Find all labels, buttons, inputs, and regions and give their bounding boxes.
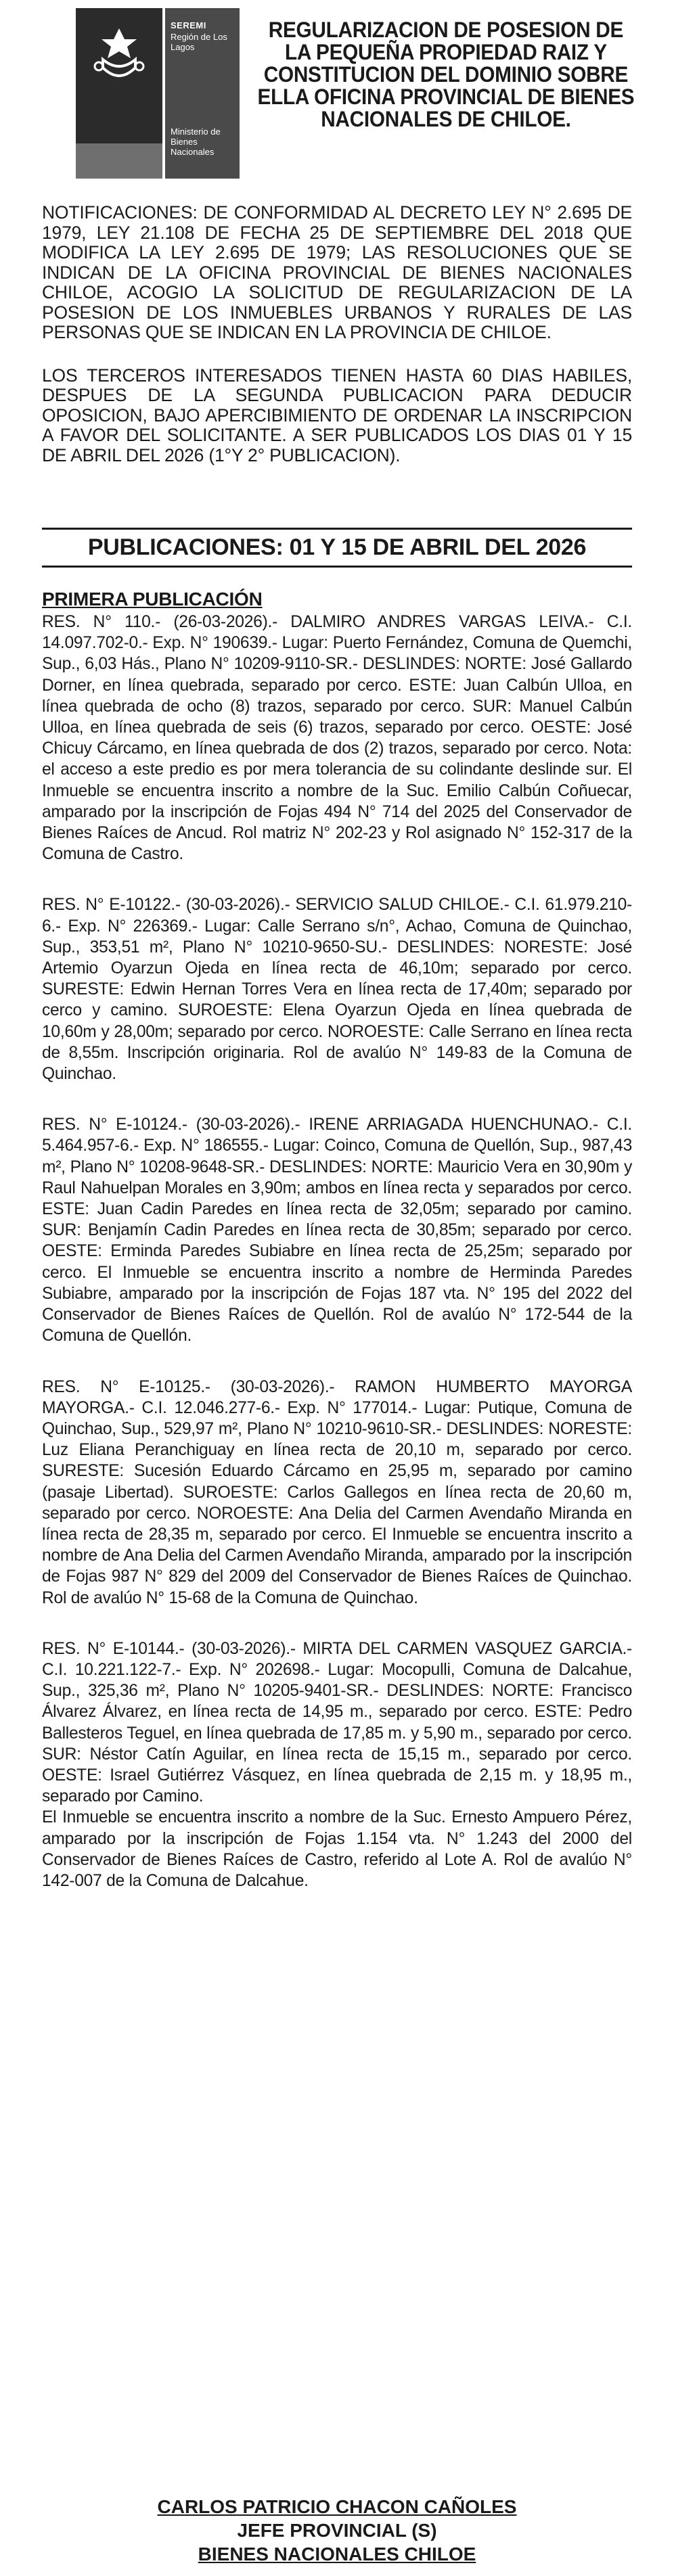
logo-blue-band (76, 8, 162, 143)
resolution-entry (42, 1377, 632, 1609)
divider-bottom (42, 566, 632, 568)
resolution-text-extra: El Inmueble se encuentra inscrito a nombre de la Suc. Ernesto Ampuero Pérez, amparado por la inscripción de Fojas 1.154 vta. N° 1.243 del 2000 del Conservador de Bienes Raíces de Castro, referido al Lote A. Rol de avalúo N° 142-007 de la Comuna de Dalcahue. (42, 1808, 632, 1890)
publications-content (42, 589, 632, 1921)
logo-text-column (165, 8, 240, 179)
logo-red-band (76, 143, 162, 179)
intro-notice (42, 203, 632, 488)
logo-ministry-dept: Ministerio de Bienes Nacionales (171, 127, 221, 157)
resolution-entry (42, 1114, 632, 1346)
signer-name: CARLOS PATRICIO CHACON CAÑOLES (157, 2496, 517, 2517)
intro-paragraph-1: NOTIFICACIONES: DE CONFORMIDAD AL DECRETO LEY N° 2.695 DE 1979, LEY 21.108 DE FECHA 25 DE SEPTIEMBRE DEL 2018 QUE MODIFICA LA LEY 2.695 DE 1979; LAS RESOLUCIONES QUE SE INDICAN DE LA OFICINA PROVINCIAL DE BIENES NACIONALES CHILOE, ACOGIO LA SOLICITUD DE REGULARIZACION DE LA POSESION DE LOS INMUEBLES URBANOS Y RURALES DE LAS PERSONAS QUE SE INDICAN EN LA PROVINCIA DE CHILOE. (42, 202, 632, 342)
divider-top (42, 528, 632, 530)
resolution-entry (42, 612, 632, 865)
section-title: PRIMERA PUBLICACIÓN (42, 589, 263, 610)
resolution-text: RES. N° E-10125.- (30-03-2026).- RAMON HUMBERTO MAYORGA MAYORGA.- C.I. 12.046.277-6.- Exp. N° 177014.- Lugar: Putique, Comuna de Quinchao, Sup., 529,97 m², Plano N° 10210-9610-SR.- DESLINDES: NORESTE: Luz Eliana Peranchiguay en línea recta de 20,10 m, separado por cerco. SURESTE: Sucesión Eduardo Cárcamo en 25,95 m, separado por camino (pasaje Libertad). SUROESTE: Carlos Gallegos en línea recta de 20,60 m, separado por cerco. NOROESTE: Ana Delia del Carmen Avendaño Miranda en línea recta de 28,35 m, separado por cerco. El Inmueble se encuentra inscrito a nombre de Ana Delia del Carmen Avendaño Miranda, amparado por la inscripción de Fojas 987 N° 829 del 2009 del Conservador de Bienes Raíces de Quinchao. Rol de avalúo N° 15-68 de la Comuna de Quinchao. (42, 1377, 632, 1607)
logo-ministry-region: Región de Los Lagos (171, 32, 227, 52)
resolution-entry (42, 1638, 632, 1891)
header (42, 0, 635, 203)
resolution-entry (42, 894, 632, 1084)
signer-office: BIENES NACIONALES CHILOE (198, 2544, 476, 2564)
logo-ministry-top: SEREMI (171, 20, 206, 30)
signature-block (42, 2495, 632, 2566)
signer-position: JEFE PROVINCIAL (S) (237, 2520, 437, 2541)
publications-heading: PUBLICACIONES: 01 Y 15 DE ABRIL DEL 2026 (87, 534, 587, 560)
coat-of-arms-icon (89, 26, 149, 87)
resolution-text: RES. N° E-10122.- (30-03-2026).- SERVICIO SALUD CHILOE.- C.I. 61.979.210-6.- Exp. N° 226369.- Lugar: Calle Serrano s/n°, Achao, Comuna de Quinchao, Sup., 353,51 m², Plano N° 10210-9650-SU.- DESLINDES: NORESTE: José Artemio Oyarzun Ojeda en línea recta de 46,10m; separado por cerco. SURESTE: Edwin Hernan Torres Vera en línea recta de 17,40m; separado por cerco y camino. SUROESTE: Elena Oyarzun Ojeda en línea quebrada de 10,60m y 28,00m; separado por cerco. NOROESTE: Calle Serrano en línea recta de 8,55m. Inscripción originaria. Rol de avalúo N° 149-83 de la Comuna de Quinchao. (42, 896, 632, 1084)
intro-paragraph-2: LOS TERCEROS INTERESADOS TIENEN HASTA 60 DIAS HABILES, DESPUES DE LA SEGUNDA PUBLICACION PARA DEDUCIR OPOSICION, BAJO APERCIBIMIENTO DE ORDENAR LA INSCRIPCION A FAVOR DEL SOLICITANTE. A SER PUBLICADOS LOS DIAS 01 Y 15 DE ABRIL DEL 2026 (1°Y 2° PUBLICACION). (42, 365, 632, 465)
resolution-text: RES. N° E-10124.- (30-03-2026).- IRENE ARRIAGADA HUENCHUNAO.- C.I. 5.464.957-6.- Exp. N° 186555.- Lugar: Coinco, Comuna de Quellón, Sup., 987,43 m², Plano N° 10208-9648-SR.- DESLINDES: NORTE: Mauricio Vera en 30,90m y Raul Nahuelpan Morales en 3,90m; ambos en línea recta y separados por cerco. ESTE: Juan Cadin Paredes en línea recta de 32,05m; separado por camino. SUR: Benjamín Cadin Paredes en línea recta de 30,85m; separado por cerco. OESTE: Erminda Paredes Subiabre en línea recta de 25,25m; separado por cerco. El Inmueble se encuentra inscrito a nombre de Herminda Paredes Subiabre, amparado por la inscripción de Fojas 187 vta. N° 195 del 2022 del Conservador de Bienes Raíces de Quellón. Rol de avalúo N° 172-544 de la Comuna de Quellón. (42, 1116, 632, 1346)
ministry-logo (76, 8, 240, 179)
resolution-text: RES. N° 110.- (26-03-2026).- DALMIRO ANDRES VARGAS LEIVA.- C.I. 14.097.702-0.- Exp. N° 190639.- Lugar: Puerto Fernández, Comuna de Quemchi, Sup., 6,03 Hás., Plano N° 10209-9110-SR.- DESLINDES: NORTE: José Gallardo Dorner, en línea quebrada, separado por cerco. ESTE: Juan Calbún Ulloa, en línea quebrada de ocho (8) trazos, separado por cerco. SUR: Manuel Calbún Ulloa, en línea quebrada de seis (6) trazos, separado por cerco. OESTE: José Chicuy Cárcamo, en línea quebrada de dos (2) trazos, separado por cerco. Nota: el acceso a este predio es por mera tolerancia de su colindante deslinde sur. El Inmueble se encuentra inscrito a nombre de la Suc. Emilio Calbún Coñuecar, amparado por la inscripción de Fojas 494 N° 714 del 2025 del Conservador de Bienes Raíces de Ancud. Rol matriz N° 202-23 y Rol asignado N° 152-317 de la Comuna de Castro. (42, 613, 632, 864)
resolution-text: RES. N° E-10144.- (30-03-2026).- MIRTA DEL CARMEN VASQUEZ GARCIA.- C.I. 10.221.122-7.- Exp. N° 202698.- Lugar: Mocopulli, Comuna de Dalcahue, Sup., 325,36 m², Plano N° 10205-9401-SR.- DESLINDES: NORTE: Francisco Álvarez Álvarez, en línea recta de 14,95 m., separado por cerco. ESTE: Pedro Ballesteros Teguel, en línea quebrada de 17,85 m. y 5,90 m., separado por cerco. SUR: Néstor Catín Aguilar, en línea recta de 15,15 m., separado por cerco. OESTE: Israel Gutiérrez Vásquez, en línea quebrada de 2,15 m. y 18,95 m., separado por Camino. (42, 1639, 632, 1806)
page-title: REGULARIZACION DE POSESION DE LA PEQUEÑA PROPIEDAD RAIZ Y CONSTITUCION DEL DOMINIO SOBRE ELLA OFICINA PROVINCIAL DE BIENES NACIONALES DE CHILOE. (257, 18, 635, 131)
